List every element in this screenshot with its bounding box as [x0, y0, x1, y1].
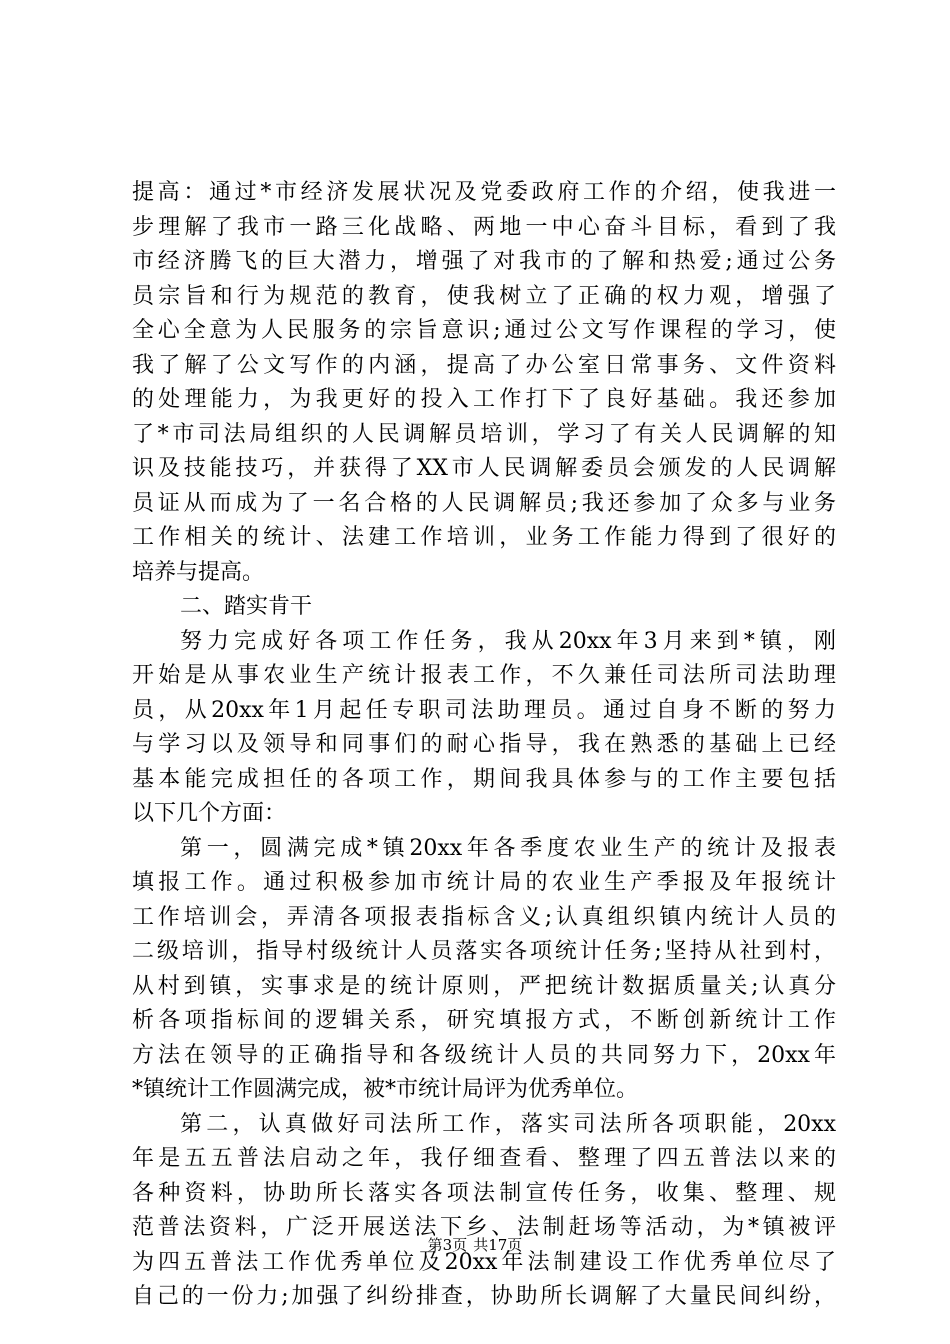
text-line: 培养与提高。 — [132, 559, 265, 585]
page-number: 第3页 — [427, 1236, 468, 1254]
text-line: 各种资料，协助所长落实各项法制宣传任务，收集、整理、规 — [132, 1180, 836, 1206]
paragraph — [132, 625, 836, 832]
text-line: 为四五普法工作优秀单位及20xx年法制建设工作优秀单位尽了 — [132, 1249, 836, 1275]
text-line: 员宗旨和行为规范的教育，使我树立了正确的权力观，增强了 — [132, 283, 836, 309]
text-line: 我了解了公文写作的内涵，提高了办公室日常事务、文件资料 — [132, 352, 836, 378]
text-line: 提高：通过*市经济发展状况及党委政府工作的介绍，使我进一 — [132, 180, 836, 205]
text-line: 填报工作。通过积极参加市统计局的农业生产季报及年报统计 — [132, 870, 836, 895]
body-text — [132, 176, 836, 1315]
text-line: 析各项指标间的逻辑关系，研究填报方式，不断创新统计工作 — [132, 1008, 836, 1033]
paragraph — [132, 176, 836, 590]
text-line: *镇统计工作圆满完成，被*市统计局评为优秀单位。 — [132, 1077, 639, 1102]
page-footer — [0, 1234, 950, 1256]
text-line: 的处理能力，为我更好的投入工作打下了良好基础。我还参加 — [132, 387, 836, 412]
text-line: 方法在领导的正确指导和各级统计人员的共同努力下，20xx年 — [132, 1042, 836, 1068]
text-line: 工作培训会，弄清各项报表指标含义;认真组织镇内统计人员的 — [132, 904, 836, 930]
text-line: 年是五五普法启动之年，我仔细查看、整理了四五普法以来的 — [132, 1146, 836, 1171]
text-line: 员，从20xx年1月起任专职司法助理员。通过自身不断的努力 — [132, 697, 836, 723]
text-line: 了*市司法局组织的人民调解员培训，学习了有关人民调解的知 — [132, 421, 836, 447]
text-line: 开始是从事农业生产统计报表工作，不久兼任司法所司法助理 — [132, 663, 836, 688]
text-line: 从村到镇，实事求是的统计原则，严把统计数据质量关;认真分 — [132, 973, 836, 999]
text-line: 基本能完成担任的各项工作，期间我具体参与的工作主要包括 — [132, 766, 836, 792]
text-line: 市经济腾飞的巨大潜力，增强了对我市的了解和热爱;通过公务 — [132, 249, 836, 274]
text-line: 全心全意为人民服务的宗旨意识;通过公文写作课程的学习，使 — [132, 318, 836, 343]
text-line: 二、踏实肯干 — [180, 594, 313, 619]
text-line: 范普法资料，广泛开展送法下乡、法制赶场等活动，为*镇被评 — [132, 1215, 836, 1240]
text-line: 努力完成好各项工作任务，我从20xx年3月来到*镇，刚 — [180, 628, 836, 654]
text-line: 步理解了我市一路三化战略、两地一中心奋斗目标，看到了我 — [132, 214, 836, 240]
text-line: 以下几个方面： — [132, 801, 287, 826]
text-line: 二级培训，指导村级统计人员落实各项统计任务;坚持从社到村， — [132, 939, 836, 964]
text-line: 识及技能技巧，并获得了XX市人民调解委员会颁发的人民调解 — [132, 456, 836, 481]
paragraph — [132, 832, 836, 1108]
text-line: 第一，圆满完成*镇20xx年各季度农业生产的统计及报表 — [180, 835, 836, 861]
paragraph — [132, 1108, 836, 1315]
text-line: 第二，认真做好司法所工作，落实司法所各项职能，20xx — [180, 1111, 836, 1137]
section-heading — [132, 590, 836, 625]
text-line: 与学习以及领导和同事们的耐心指导，我在熟悉的基础上已经 — [132, 732, 836, 757]
text-line: 员证从而成为了一名合格的人民调解员;我还参加了众多与业务 — [132, 490, 836, 516]
page-total: 共17页 — [473, 1236, 523, 1254]
text-line: 自己的一份力;加强了纠纷排查，协助所长调解了大量民间纠纷， — [132, 1284, 836, 1309]
text-line: 工作相关的统计、法建工作培训，业务工作能力得到了很好的 — [132, 525, 836, 550]
